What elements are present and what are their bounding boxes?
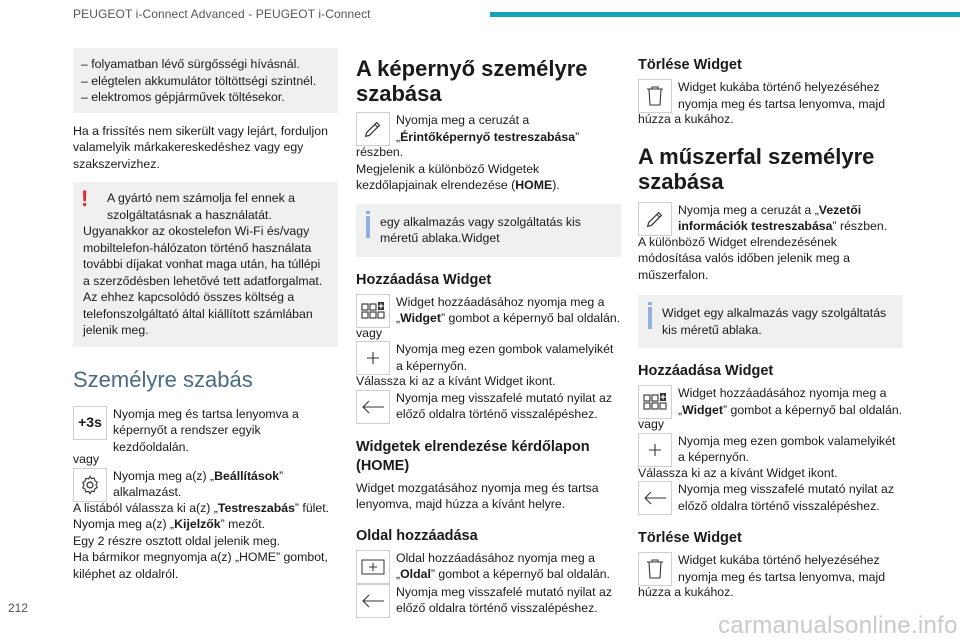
plus-icon <box>356 550 390 584</box>
screen-customization-title: A képernyő személyre szabása <box>356 56 588 106</box>
select-tab-line: A listából válassza ki a(z) „Testreszabás” fület. <box>73 500 330 515</box>
delete-text: Widget kukába történő helyezéséhez nyomja meg és tartsa lenyomva, majd <box>678 553 886 584</box>
pen-instruction <box>356 112 621 146</box>
column-1 <box>73 48 338 582</box>
delete-text: Widget kukába történő helyezéséhez nyomja meg és tartsa lenyomva, majd <box>678 80 886 111</box>
list-item: – folyamatban lévő sürgősségi hívásnál. <box>81 57 300 71</box>
select-widget-line: Válassza ki az a kívánt Widget ikont. <box>356 374 556 388</box>
info-icon <box>648 307 652 329</box>
delete-widget-heading: Törlése Widget <box>638 57 742 73</box>
info-box <box>638 295 903 348</box>
pen-icon <box>638 202 672 236</box>
plus-instruction <box>638 433 903 467</box>
or-text: vagy <box>73 452 99 466</box>
hold-instruction-text: Nyomja meg és tartsa lenyomva a képernyőt a rendszer egyik kezdőoldalán. <box>113 406 299 454</box>
info-text: egy alkalmazás vagy szolgáltatás kis méretű ablaka.Widget <box>380 214 581 245</box>
info-text: Widget egy alkalmazás vagy szolgáltatás kis méretű ablaka. <box>662 306 887 337</box>
info-box <box>356 204 621 257</box>
warning-icon: ! <box>81 186 89 211</box>
add-widget-heading: Hozzáadása Widget <box>638 363 774 379</box>
press-field-line: Nyomja meg a(z) „Kijelzők” mezőt. <box>73 517 266 531</box>
select-widget-line: Válassza ki az a kívánt Widget ikont. <box>638 465 838 480</box>
add-widget-text: Widget hozzáadásához nyomja meg a „Widget” gombot a képernyő bal oldalán. <box>678 386 903 417</box>
hold-3s-icon: +3s <box>73 406 107 440</box>
plus-instruction-text: Nyomja meg ezen gombok valamelyikét a képernyőn. <box>396 342 614 373</box>
trash-icon <box>638 79 672 113</box>
pen-instruction-text: Nyomja meg a ceruzát a „Érintőképernyő testreszabása” <box>396 113 580 144</box>
plus-icon <box>638 433 672 467</box>
column-3 <box>638 56 903 601</box>
info-icon <box>366 216 370 238</box>
list-item: – elégtelen akkumulátor töltöttségi szintnél. <box>81 73 317 88</box>
warning-box <box>73 182 338 347</box>
add-widget-heading: Hozzáadása Widget <box>356 271 492 288</box>
page-number: 212 <box>8 600 29 615</box>
hold-instruction <box>73 406 338 456</box>
delete-after-text: húzza a kukához. <box>638 112 734 126</box>
plus-icon <box>356 341 390 375</box>
layout-paragraph: Megjelenik a különböző Widgetek kezdőlapjainak elrendezése (HOME). <box>356 161 560 192</box>
back-instruction-text: Nyomja meg visszafelé mutató nyilat az előző oldalra történő visszalépéshez. <box>396 390 612 421</box>
column-2 <box>356 56 621 618</box>
plus-instruction-text: Nyomja meg ezen gombok valamelyikét a képernyőn. <box>678 433 896 464</box>
back-instruction-text: Nyomja meg visszafelé mutató nyilat az előző oldalra történő visszalépéshez. <box>678 482 894 513</box>
delete-widget-heading: Törlése Widget <box>638 530 742 546</box>
back-arrow-icon <box>638 481 672 515</box>
conditions-box <box>73 48 338 113</box>
pen-instruction-text: Nyomja meg a ceruzát a „Vezetői információk testreszabása” részben. <box>678 202 888 233</box>
pen-after-text: részben. <box>356 145 404 159</box>
back-instruction <box>638 481 903 515</box>
or-text: vagy <box>356 325 382 340</box>
arrange-text: Widget mozgatásához nyomja meg és tartsa lenyomva, majd húzza a kívánt helyre. <box>356 480 599 511</box>
list-item: – elektromos gépjárművek töltésekor. <box>81 90 285 104</box>
delete-instruction <box>638 552 903 586</box>
warning-first-text: A gyártó nem számolja fel ennek a szolgáltatásnak a használatát. <box>107 191 295 222</box>
widget-grid-icon <box>356 294 390 328</box>
back-arrow-icon <box>356 390 390 424</box>
dashboard-customization-title: A műszerfal személyre szabása <box>638 143 875 194</box>
page-header-title: PEUGEOT i-Connect Advanced - PEUGEOT i-Connect <box>73 7 371 21</box>
add-page-instruction <box>356 550 621 584</box>
add-widget-instruction <box>356 294 621 328</box>
gear-icon <box>73 468 107 502</box>
add-page-text: Oldal hozzáadásához nyomja meg a „Oldal” gombot a képernyő bal oldalán. <box>396 550 610 581</box>
delete-instruction <box>638 79 903 113</box>
update-failed-paragraph: Ha a frissítés nem sikerült vagy lejárt, forduljon valamelyik márkakereskedéshez vagy egy szakszervizhez. <box>73 123 328 171</box>
section-title-personalization: Személyre szabás <box>73 366 253 392</box>
pen-instruction <box>638 202 903 236</box>
split-page-line: Egy 2 részre osztott oldal jelenik meg. <box>73 533 281 548</box>
back-instruction <box>356 584 621 618</box>
widget-grid-icon <box>638 385 672 419</box>
add-page-heading: Oldal hozzáadása <box>356 527 478 544</box>
settings-instruction-text: Nyomja meg a(z) „Beállítások” alkalmazást. <box>113 468 284 499</box>
warning-text: Ugyanakkor az okostelefon Wi-Fi és/vagy mobiltelefon-hálózaton történő használata további díjakat vonhat maga után, ha túllépi a szerződésben lehetővé tett adatforgalmat. Az ehhez kapcsolódó összes költség a telefonszolgáltató által kiállított számlában jelenik meg. <box>83 224 323 337</box>
layout-change-paragraph: A különböző Widget elrendezésének módosítása valós időben jelenik meg a műszerfalon. <box>638 234 850 282</box>
trash-icon <box>638 552 672 586</box>
back-arrow-icon <box>356 584 390 618</box>
back-instruction <box>356 390 621 424</box>
plus-instruction <box>356 341 621 375</box>
add-widget-text: Widget hozzáadásához nyomja meg a „Widget” gombot a képernyő bal oldalán. <box>396 294 621 325</box>
add-widget-instruction <box>638 385 903 419</box>
back-instruction-text: Nyomja meg visszafelé mutató nyilat az előző oldalra történő visszalépéshez. <box>396 584 612 615</box>
settings-instruction <box>73 468 338 502</box>
home-exit-line: Ha bármikor megnyomja a(z) „HOME” gombot, kiléphet az oldalról. <box>73 550 328 581</box>
pen-icon <box>356 112 390 146</box>
watermark: carmanualsonline.info <box>718 611 958 639</box>
or-text: vagy <box>638 417 664 431</box>
delete-after-text: húzza a kukához. <box>638 585 734 599</box>
arrange-widgets-heading: Widgetek elrendezése kérdőlapon (HOME) <box>356 438 590 474</box>
header-accent-bar <box>490 12 960 17</box>
